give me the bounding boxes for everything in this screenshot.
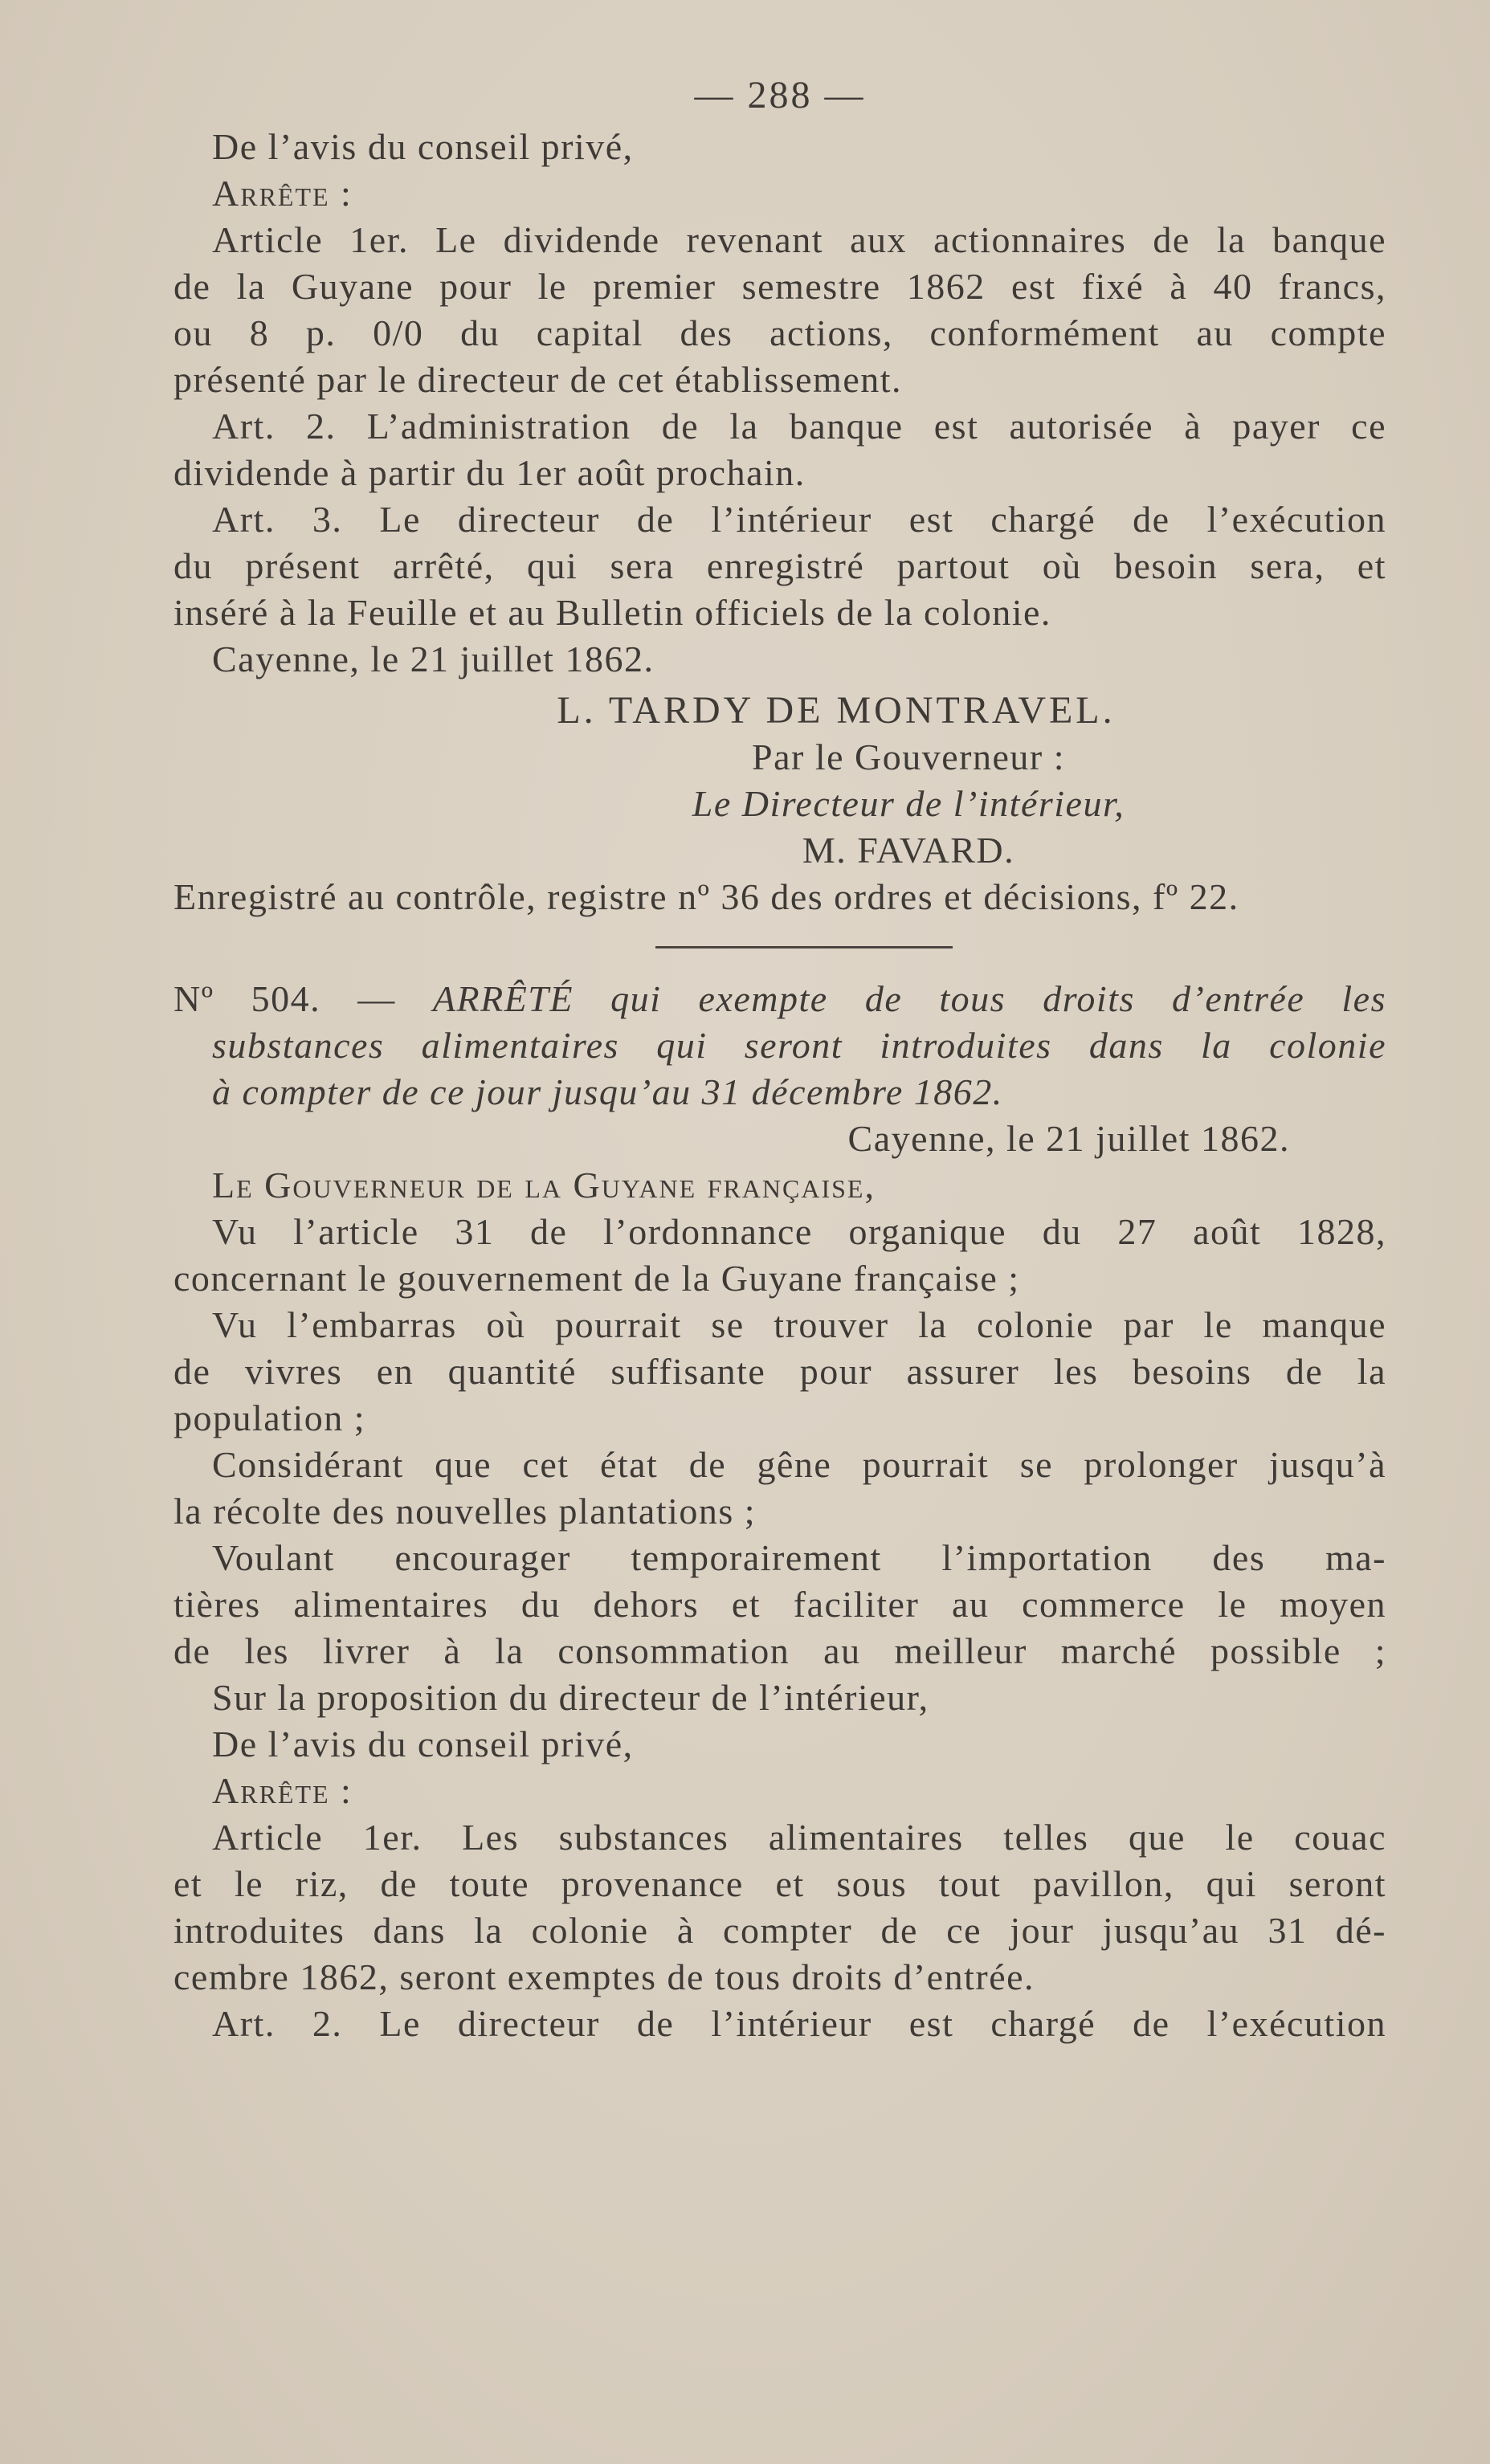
arrete-label: Arrête :	[212, 173, 353, 214]
text-line: Sur la proposition du directeur de l’intérieur,	[212, 1677, 929, 1718]
text-line: Article 1er. Les substances alimentaires telles que le couac	[212, 1817, 1386, 1858]
heading-text: ARRÊTÉ qui exempte de tous droits d’entrée les	[432, 978, 1386, 1019]
text-line: introduites dans la colonie à compter de ce jour jusqu’au 31 dé-	[173, 1910, 1386, 1951]
text-line: Vu l’embarras où pourrait se trouver la colonie par le manque	[212, 1304, 1386, 1345]
text-line: Considérant que cet état de gêne pourrait se prolonger jusqu’à	[212, 1444, 1386, 1485]
page-text	[173, 72, 1386, 2047]
text-line: Article 1er. Le dividende revenant aux actionnaires de la banque	[212, 219, 1386, 260]
heading-line	[173, 976, 1386, 1022]
text-line: Art. 3. Le directeur de l’intérieur est chargé de l’exécution	[212, 499, 1386, 540]
arrete-number: Nº 504. —	[173, 978, 396, 1019]
text-line: et le riz, de toute provenance et sous tout pavillon, qui seront	[173, 1863, 1386, 1904]
text-line: présenté par le directeur de cet établissement.	[173, 359, 903, 400]
text-line: De l’avis du conseil privé,	[212, 126, 634, 167]
section-divider	[655, 946, 953, 948]
text-line: cembre 1862, seront exemptes de tous droits d’entrée.	[173, 1956, 1035, 1997]
text-line: de la Guyane pour le premier semestre 1862 est fixé à 40 francs,	[173, 266, 1386, 307]
governor-line: Le Gouverneur de la Guyane française,	[212, 1165, 876, 1205]
director-title: Le Directeur de l’intérieur,	[692, 783, 1125, 824]
text-line: Art. 2. Le directeur de l’intérieur est chargé de l’exécution	[212, 2003, 1386, 2044]
text-line: Art. 2. L’administration de la banque est autorisée à payer ce	[212, 406, 1386, 447]
text-line: Vu l’article 31 de l’ordonnance organique du 27 août 1828,	[212, 1211, 1386, 1252]
text-line: inséré à la Feuille et au Bulletin officiels de la colonie.	[173, 592, 1051, 633]
text-line: du présent arrêté, qui sera enregistré partout où besoin sera, et	[173, 545, 1386, 586]
arrete-504	[173, 976, 1386, 2047]
text-line: concernant le gouvernement de la Guyane française ;	[173, 1258, 1020, 1299]
dateline: Cayenne, le 21 juillet 1862.	[847, 1118, 1290, 1159]
date-line: Cayenne, le 21 juillet 1862.	[212, 638, 655, 679]
text-line: dividende à partir du 1er août prochain.	[173, 452, 806, 493]
registration-line: Enregistré au contrôle, registre nº 36 des ordres et décisions, fº 22.	[173, 876, 1239, 917]
page-number: — 288 —	[694, 74, 866, 116]
heading-line: substances alimentaires qui seront introduites dans la colonie	[212, 1025, 1386, 1066]
text-line: de vivres en quantité suffisante pour assurer les besoins de la	[173, 1351, 1386, 1392]
previous-arrete	[173, 124, 1386, 920]
governor-signature: L. TARDY DE MONTRAVEL.	[557, 689, 1116, 732]
director-name: M. FAVARD.	[802, 830, 1015, 871]
arrete-heading	[173, 976, 1386, 1116]
text-line: la récolte des nouvelles plantations ;	[173, 1491, 757, 1532]
text-line: tières alimentaires du dehors et faciliter au commerce le moyen	[173, 1584, 1386, 1625]
by-governor-line: Par le Gouverneur :	[752, 736, 1065, 777]
heading-line: à compter de ce jour jusqu’au 31 décembre 1862.	[212, 1071, 1003, 1112]
text-line: de les livrer à la consommation au meilleur marché possible ;	[173, 1630, 1386, 1671]
arrete-label: Arrête :	[212, 1770, 353, 1811]
text-line: ou 8 p. 0/0 du capital des actions, conformément au compte	[173, 312, 1386, 353]
text-line: De l’avis du conseil privé,	[212, 1724, 634, 1764]
text-line: population ;	[173, 1397, 366, 1438]
text-line: Voulant encourager temporairement l’importation des ma-	[212, 1537, 1386, 1578]
